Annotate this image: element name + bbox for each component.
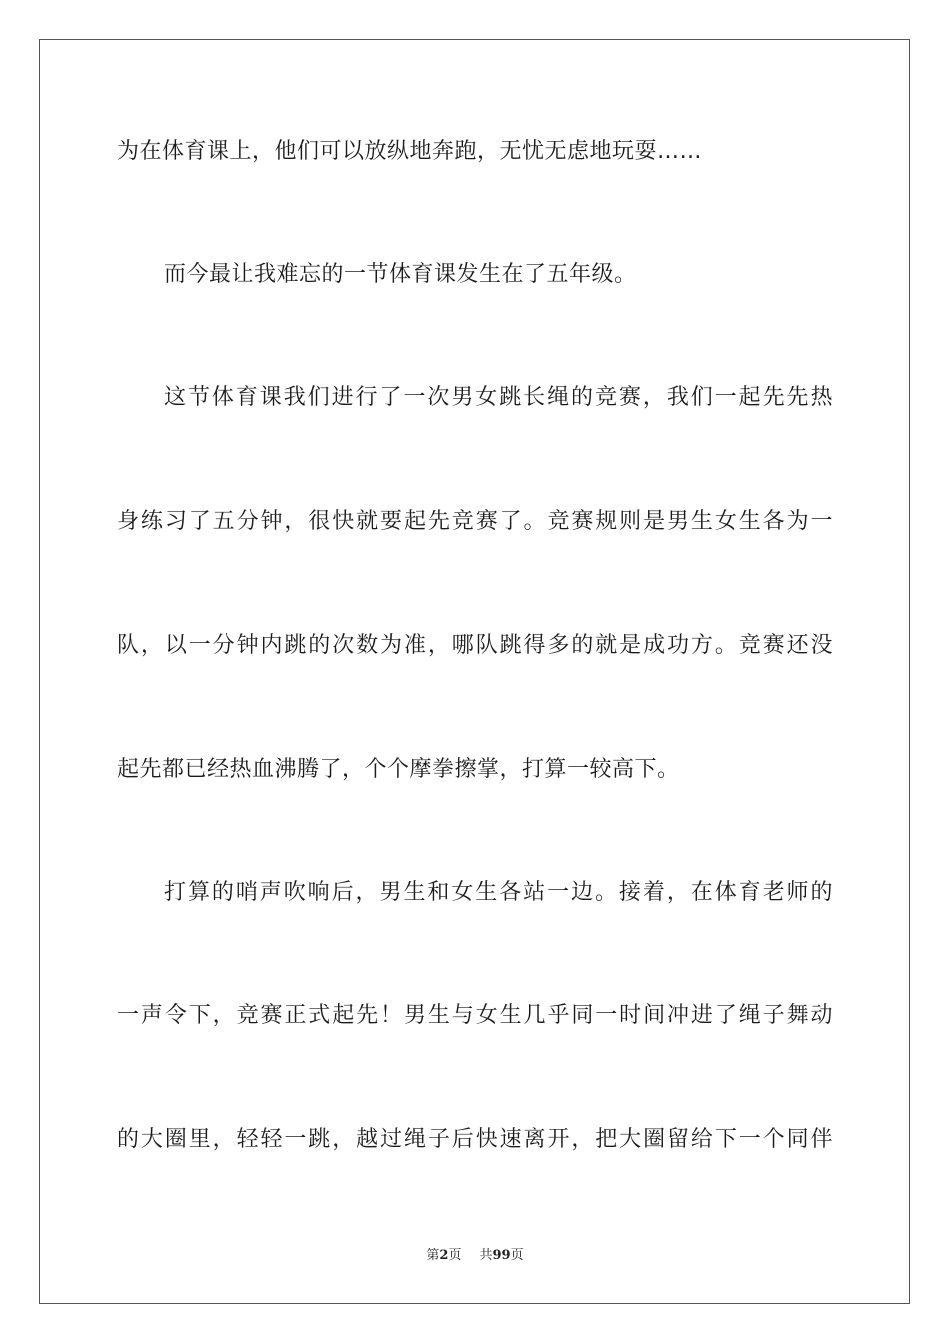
- page-frame: [39, 39, 910, 1304]
- text-line-2: 而今最让我难忘的一节体育课发生在了五年级。: [164, 262, 637, 287]
- text-line-4: 身练习了五分钟，很快就要起先竞赛了。竞赛规则是男生女生各为一: [117, 509, 833, 534]
- text-line-6: 起先都已经热血沸腾了，个个摩拳擦掌，打算一较高下。: [117, 757, 680, 782]
- total-pages: 99: [492, 1248, 511, 1263]
- text-line-7: 打算的哨声吹响后，男生和女生各站一边。接着，在体育老师的: [164, 880, 833, 905]
- text-line-5: 队，以一分钟内跳的次数为准，哪队跳得多的就是成功方。竞赛还没: [117, 633, 833, 658]
- text-line-9: 的大圈里，轻轻一跳，越过绳子后快速离开，把大圈留给下一个同伴: [117, 1127, 833, 1152]
- text-line-1: 为在体育课上，他们可以放纵地奔跑，无忧无虑地玩耍……: [117, 139, 703, 164]
- page-label-prefix: 第: [426, 1248, 440, 1263]
- total-label-suffix: 页: [510, 1248, 524, 1263]
- page-footer: [0, 1247, 950, 1265]
- text-line-3: 这节体育课我们进行了一次男女跳长绳的竞赛，我们一起先先热: [164, 385, 833, 410]
- total-label-prefix: 共: [479, 1248, 493, 1263]
- text-line-8: 一声令下，竞赛正式起先！男生与女生几乎同一时间冲进了绳子舞动: [117, 1003, 833, 1028]
- page-number: 2: [439, 1248, 449, 1263]
- page-label-suffix: 页: [448, 1248, 462, 1263]
